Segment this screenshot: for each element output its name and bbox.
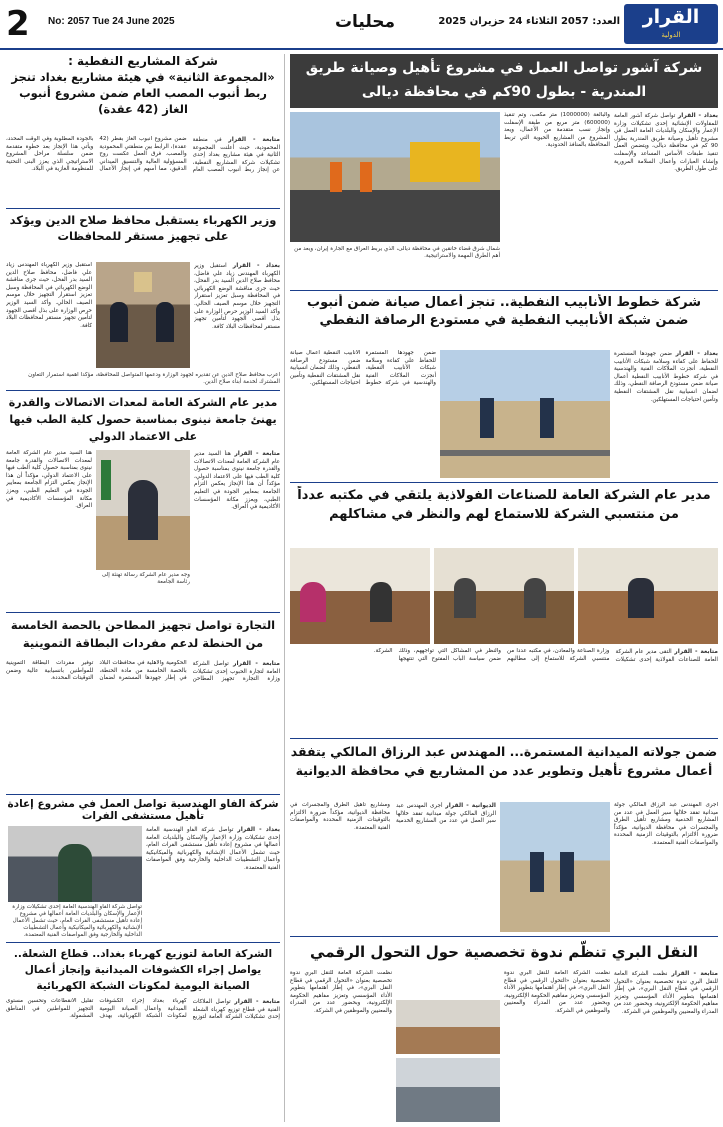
pipeline-shape xyxy=(440,450,610,456)
person-figure xyxy=(454,578,476,618)
pipelines-body xyxy=(614,350,718,478)
newspaper-logo[interactable] xyxy=(624,4,718,44)
photo-caption: تواصل شركة الفاو الهندسية العامة إحدى تشكيلات وزارة الإعمار والإسكان والبلديات العامة أعمالها في مشروع إعادة تأهيل مستشفى الفرات العام، حيث تشمل الأعمال الإنشائية والكهربائية والميكانيكية وأعمال التشطيبات الداخلية والخارجية وفق المواصفات الفنية المعتمدة. xyxy=(12,904,142,938)
director-photo xyxy=(96,450,190,570)
article-text: استقبل وزير الكهرباء المهندس زياد علي فاضل، محافظ صلاح الدين السيد بدر الفحل، حيث جرى مناقشة الوضع الكهربائي في المحافظة وسبل تعزيز استقرار التجهيز خلال موسم الصيف الحالي. وأكد السيد الوزير حرص الوزارة على بذل أقصى الجهود لتأمين تجهيز مستقر لمحافظات البلاد كافة. xyxy=(194,263,280,330)
article-text: هنأ السيد مدير عام الشركة العامة لمعدات الاتصالات والقدرة جامعة نينوى بمناسبة حصول كلية الطب فيها على الاعتماد الدولي، مؤكداً أن هذا الإنجاز يعكس التزام الجامعة بمعايير الجودة في التعليم الطبي، ويعزز مكانة المؤسسات الأكاديمية في العراق. xyxy=(194,451,280,511)
flag-icon xyxy=(101,460,111,500)
article-text: نظمت الشركة العامة للنقل البري ندوة تخصصية بعنوان «التحول الرقمي في قطاع النقل البري»، في إطار اهتمامها بتطوير الأداء المؤسسي وتعزيز مفاهيم الحكومة الإلكترونية، وبحضور عدد من المدراء والمعنيين والموظفين في الشركة. xyxy=(504,970,610,1014)
article-text: تواصل الملاكات الفنية في قطاع توزيع كهرباء الشعلة إحدى تشكيلات الشركة العامة لتوزيع كهرباء بغداد إجراء الكشوفات الميدانية وأعمال الصيانة اليومية لمكونات الشبكة الكهربائية، بهدف تقليل الانقطاعات وتحسين مستوى التجهيز للمواطنين في المناطق المشمولة. xyxy=(6,998,280,1021)
transport-left-column xyxy=(290,970,392,1122)
seminar-photo-2 xyxy=(396,1058,500,1122)
hospital-headline[interactable]: شركة الفاو الهندسية تواصل العمل في مشروع إعادة تأهيل مستشفى الفرات xyxy=(7,798,279,822)
person-figure xyxy=(58,844,92,902)
road-banner-headline[interactable]: شركة آشور تواصل العمل في مشروع تأهيل وصيانة طريق المندرية - بطول 90كم في محافظة ديالى xyxy=(290,54,718,108)
byline: متابعة - القرار xyxy=(233,660,280,667)
person-figure xyxy=(560,852,574,892)
person-figure xyxy=(370,582,392,622)
hospital-body xyxy=(146,826,280,940)
divider xyxy=(290,936,718,937)
article-text: نظمت الشركة العامة للنقل البري ندوة تخصصية بعنوان «التحول الرقمي في قطاع النقل البري»، في إطار اهتمامها بتطوير الأداء المؤسسي وتعزيز مفاهيم الحكومة الإلكترونية، وبحضور عدد من المدراء والمعنيين والموظفين في الشركة. xyxy=(290,970,392,1014)
pipelines-headline[interactable]: شركة خطوط الأنابيب النفطية.. تنجز أعمال صيانة ضمن أنبوب ضمن شبكة الأنابيب النفطية في مستودع الرصافة النفطي xyxy=(307,295,701,328)
person-figure xyxy=(628,578,654,618)
divider xyxy=(6,794,280,795)
road-body xyxy=(614,112,718,286)
article-text: تواصل شركة آشور العامة للمقاولات الإنشائية إحدى تشكيلات وزارة الإعمار والإسكان والبلديات العامة العمل في مشروع تأهيل وصيانة طريق المندرية بطول 90 كم في محافظة ديالى، ويتضمن العمل تنفيذ طبقات الأساس المساعد والإسفلت وإنشاء العبارات وأعمال السلامة المرورية على طول الطريق. xyxy=(614,113,718,173)
diwaniyah-site-photo xyxy=(500,802,610,932)
baghdad-elec-body xyxy=(6,998,280,1122)
byline: بغداد - القرار xyxy=(237,826,280,833)
person-figure xyxy=(300,582,326,622)
worker-figure xyxy=(360,162,372,192)
page-number: 2 xyxy=(6,4,30,44)
steel-office-photo-2 xyxy=(434,548,574,644)
wall-emblem xyxy=(134,272,152,292)
issue-info-en: No: 2057 Tue 24 June 2025 xyxy=(48,16,175,27)
person-figure xyxy=(524,578,546,618)
byline: بغداد - القرار xyxy=(675,350,718,357)
byline: متابعة - القرار xyxy=(234,998,280,1005)
oil-projects-heading xyxy=(6,54,280,134)
article-text: استقبل وزير الكهرباء المهندس زياد علي فاضل، محافظ صلاح الدين السيد بدر الفحل، حيث جرى مناقشة الوضع الكهربائي في المحافظة وسبل تعزيز استقرار التجهيز خلال موسم الصيف الحالي. وأكد السيد الوزير حرص الوزارة على بذل أقصى الجهود لتأمين تجهيز مستقر لمحافظات البلاد كافة. xyxy=(6,262,92,329)
divider xyxy=(290,738,718,739)
photo-caption: أعرب محافظ صلاح الدين عن تقديره لجهود الوزارة ودعمها المتواصل للمحافظة، مؤكداً أهمية استمرار التعاون المشترك لخدمة أبناء صلاح الدين. xyxy=(28,372,280,385)
byline: متابعة - القرار xyxy=(674,648,718,655)
pipeline-site-photo xyxy=(440,350,610,478)
telecom-body xyxy=(194,450,280,610)
article-kicker: شركة المشاريع النفطية : xyxy=(68,54,218,68)
divider xyxy=(290,290,718,291)
byline: متابعة - القرار xyxy=(671,970,718,977)
transport-body xyxy=(614,970,718,1122)
electricity-body xyxy=(194,262,280,372)
masthead xyxy=(0,0,723,50)
road-body-2 xyxy=(504,112,610,286)
baghdad-elec-headline[interactable]: الشركة العامة لتوزيع كهرباء بغداد.. قطاع الشعلة.. يواصل إجراء الكشوفات الميدانية وإنجاز أعمال الصيانة اليومية لمكونات الشبكة الكهربائية xyxy=(13,948,273,992)
worker-figure xyxy=(480,398,494,438)
article-text: نظمت الشركة العامة للنقل البري ندوة تخصصية بعنوان «التحول الرقمي في قطاع النقل البري»، في إطار اهتمامها بتطوير الأداء المؤسسي وتعزيز مفاهيم الحكومة الإلكترونية، وبحضور عدد من المدراء والمعنيين والموظفين في الشركة. xyxy=(614,971,718,1015)
article-text: تواصل شركة الفاو الهندسية العامة إحدى تشكيلات وزارة الإعمار والإسكان والبلديات العامة أعمالها في مشروع إعادة تأهيل مستشفى الفرات العام، حيث تشمل الأعمال الإنشائية والكهربائية والميكانيكية وأعمال التشطيبات الداخلية والخارجية وفق المواصفات الفنية المعتمدة. xyxy=(146,827,280,871)
article-text: أجرى المهندس عبد الرزاق المالكي جولة ميدانية تفقد خلالها سير العمل في عدد من المشاريع الخدمية ومشاريع تأهيل الطرق والمجسرات في محافظة الديوانية، مؤكداً ضرورة الالتزام بالتوقيتات الزمنية المحددة والمواصفات الفنية المعتمدة. xyxy=(290,802,496,831)
electricity-headline[interactable]: وزير الكهرباء يستقبل محافظ صلاح الدين ويؤكد على تجهيز مستقر للمحافظات xyxy=(9,213,277,243)
diwaniyah-continued xyxy=(290,802,496,932)
article-text: أجرى المهندس عبد الرزاق المالكي جولة ميدانية تفقد خلالها سير العمل في عدد من المشاريع الخدمية ومشاريع تأهيل الطرق والمجسرات في محافظة الديوانية، مؤكداً ضرورة الالتزام بالتوقيتات الزمنية المحددة والمواصفات الفنية المعتمدة. xyxy=(614,802,718,846)
paver-machine xyxy=(410,142,480,182)
oil-projects-body xyxy=(6,136,280,206)
article-headline[interactable]: «المجموعة الثانية» في هيئة مشاريع بغداد تنجز ربط أنبوب المصب العام ضمن مشروع أنبوب الغاز (42 عقدة) xyxy=(11,70,275,116)
pipelines-continued xyxy=(290,350,436,478)
section-title: محليات xyxy=(334,12,396,32)
article-text: ضمن جهودها المستمرة للحفاظ على كفاءة وسلامة شبكات الأنابيب النفطية، أنجزت الملاكات الفنية والهندسية في شركة خطوط الأنابيب النفطية أعمال صيانة ضمن مستودع الرصافة النفطي، وذلك لضمان انسيابية نقل المشتقات النفطية وتأمين احتياجات المستهلكين. xyxy=(614,351,718,403)
worker-figure xyxy=(330,162,342,192)
divider xyxy=(6,390,280,391)
column-separator xyxy=(284,54,285,1122)
diwaniyah-body xyxy=(614,802,718,932)
article-text: في منطقة المحمودية، حيث أعلنت المجموعة الثانية في هيئة مشاريع بغداد إحدى تشكيلات شركة المشاريع النفطية، عن إنجاز ربط أنبوب المصب العام ضمن مشروع أنبوب الغاز بقطر (42 عقدة)، الرابط بين منطقتي المحمودية والمصب. فرق العمل عكست روح المسؤولية العالية والتنسيق الميداني الدقيق، مما أسهم في إنجاز الأعمال بالجودة المطلوبة وفي الوقت المحدد، ويأتي هذا الإنجاز بعد خطوة متقدمة ضمن سلسلة مراحل المشروع الاستراتيجي الذي يعزز البنى التحتية للمنظومة الغازية في البلاد. xyxy=(6,136,280,174)
logo-subtext: الدولية xyxy=(661,31,681,39)
worker-figure xyxy=(540,398,554,438)
meeting-photo xyxy=(96,262,190,368)
steel-office-photo-1 xyxy=(578,548,718,644)
byline: بغداد - القرار xyxy=(232,262,280,269)
photo-caption: شمال شرق قضاء خانقين في محافظة ديالى، الذي يربط العراق مع الجارة إيران، ويعد من أهم الطرق المهمة والاستراتيجية. xyxy=(294,246,500,259)
byline: بغداد - القرار xyxy=(677,112,718,119)
article-text: ضمن جهودها المستمرة للحفاظ على كفاءة وسلامة شبكات الأنابيب النفطية، أنجزت الملاكات الفنية والهندسية في شركة خطوط الأنابيب النفطية أعمال صيانة ضمن مستودع الرصافة النفطي، وذلك لضمان انسيابية نقل المشتقات النفطية وتأمين احتياجات المستهلكين. xyxy=(290,350,436,387)
electricity-continued xyxy=(6,262,92,372)
steel-office-photo-3 xyxy=(290,548,430,644)
person-figure xyxy=(128,480,158,540)
road-construction-photo xyxy=(290,112,500,242)
steel-headline[interactable]: مدير عام الشركة العامة للصناعات الفولاذية يلتقي في مكتبه عدداً من منتسبي الشركة للاستماع لهم والنظر في مشاكلهم xyxy=(297,488,711,522)
trade-headline[interactable]: التجارة تواصل تجهيز المطاحن بالحصة الخامسة من الحنطة لدعم مفردات البطاقة التموينية xyxy=(10,618,276,650)
person-figure xyxy=(156,302,174,342)
article-text: والبالغة (1000000) متر مكعب، وتم تنفيذ (600000) متر مربع من طبقة الإسفلت وإنجاز نسب متقدمة من الأعمال، ويعد المشروع من المشاريع الحيوية التي تربط المحافظة بالمنافذ الحدودية. xyxy=(504,112,610,149)
seminar-photo-1 xyxy=(396,1000,500,1054)
article-text: هنأ السيد مدير عام الشركة العامة لمعدات الاتصالات والقدرة جامعة نينوى بمناسبة حصول كلية الطب فيها على الاعتماد الدولي، مؤكداً أن هذا الإنجاز يعكس التزام الجامعة بمعايير الجودة في التعليم الطبي، ويعزز مكانة المؤسسات الأكاديمية في العراق. xyxy=(6,450,92,510)
byline: متابعة - القرار xyxy=(234,450,280,457)
logo-text: القرار xyxy=(642,6,700,28)
engineer-photo xyxy=(8,826,142,902)
issue-info-ar: العدد: 2057 الثلاثاء 24 حزيران 2025 xyxy=(438,16,620,27)
byline: متابعة - القرار xyxy=(228,136,280,143)
photo-caption: وجه مدير عام الشركة رسالة تهنئة إلى رئاسة الجامعة xyxy=(101,572,190,585)
byline: الديوانية - القرار xyxy=(445,802,496,809)
steel-body xyxy=(290,648,718,734)
divider xyxy=(6,942,280,943)
divider xyxy=(6,612,280,613)
divider xyxy=(6,208,280,209)
article-text: تواصل الشركة العامة لتجارة الحبوب إحدى تشكيلات وزارة التجارة تجهيز المطاحن الحكومية والأهلية في محافظات البلاد بالحصة الخامسة من مادة الحنطة، في إطار جهودها المستمرة لضمان توفير مفردات البطاقة التموينية للمواطنين بانسيابية عالية وضمن التوقيتات المحددة. xyxy=(6,660,280,683)
diwaniyah-headline[interactable]: ضمن جولاته الميدانية المستمرة... المهندس عبد الرزاق المالكي يتفقد أعمال مشروع تأهيل وتطوير عدد من المشاريع في محافظة الديوانية xyxy=(290,744,718,778)
transport-continued xyxy=(504,970,610,1122)
person-figure xyxy=(110,302,128,342)
transport-headline[interactable]: النقل البري تنظّم ندوة تخصصية حول التحول الرقمي xyxy=(310,943,698,961)
telecom-headline[interactable]: مدير عام الشركة العامة لمعدات الاتصالات والقدرة يهنئ جامعة نينوى بمناسبة حصول كلية الطب فيها على الاعتماد الدولي xyxy=(8,396,278,443)
article-text: التقى مدير عام الشركة العامة للصناعات الفولاذية إحدى تشكيلات وزارة الصناعة والمعادن، في مكتبه عدداً من منتسبي الشركة للاستماع إلى مطالبهم والنظر في المشاكل التي تواجههم، وذلك ضمن سياسة الباب المفتوح التي تنتهجها الشركة. xyxy=(373,648,718,663)
divider xyxy=(290,482,718,483)
person-figure xyxy=(530,852,544,892)
trade-body xyxy=(6,660,280,790)
telecom-continued xyxy=(6,450,92,610)
